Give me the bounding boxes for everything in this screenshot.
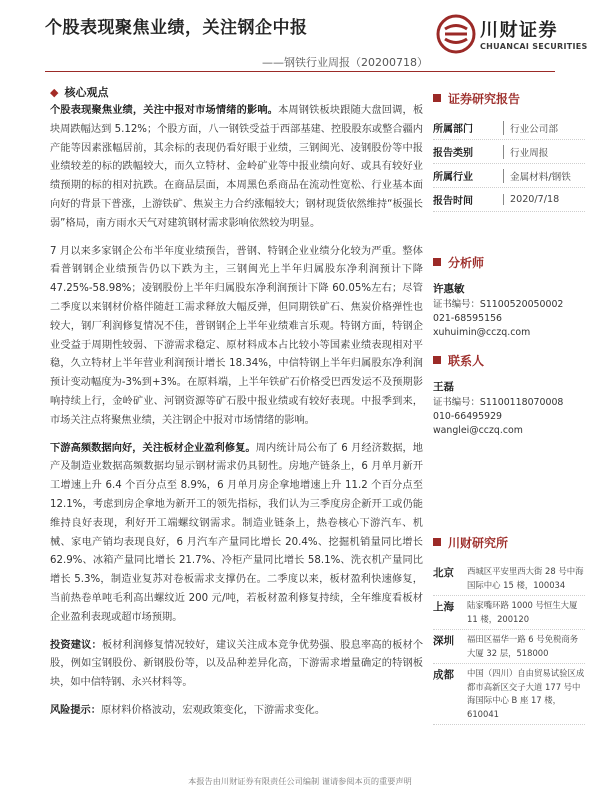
logo-name-cn: 川财证券 — [480, 20, 558, 41]
info-value: 金属材料/钢铁 — [503, 169, 585, 183]
logo-name-en: CHUANCAI SECURITIES — [480, 42, 588, 51]
square-bullet-icon — [433, 538, 441, 546]
info-key: 所属行业 — [433, 172, 473, 183]
header-divider — [45, 71, 555, 72]
office-row — [433, 562, 585, 596]
contact-info — [433, 380, 585, 438]
office-address: 陆家嘴环路 1000 号恒生大厦 11 楼，200120 — [467, 600, 578, 624]
paragraph-2-body: 7 月以来多家钢企公布半年度业绩预告，普钢、特钢企业业绩分化较为严重。整体看普钢钢企业绩预告仍以下跌为主，三钢闽光上半年归属股东净利润预计下降 47.25%-58.98%；凌钢股份上半年归属股东净利润预计下降 60.05%左右；尽管二季度以来钢材价格伴随赶工需求释放大幅反弹，但同期铁矿石、焦炭价格弹性也较大，钢厂利润修复情况不佳，普钢钢企上半年业绩难言乐观。特钢方面，特钢企业受益于周期性较弱、下游需求稳定、原材料成本占比较小等国素业绩表现相对平稳，久立特材上半年营业利润预计增长 18.34%，中信特钢上半年归属股东净利润预计变动幅度为-3%到+3%。在原料端，上半年铁矿石价格受巴西发运不及预期影响持续上行，金岭矿业、河钢资源等矿石股中报业绩或有较好表现。中报季到来，市场关注点将聚焦业绩，关注钢企中报对市场情绪的影响。 — [50, 245, 423, 426]
analyst-phone: 021-68595156 — [433, 313, 502, 324]
office-city: 成都 — [433, 669, 454, 681]
office-row — [433, 664, 585, 725]
page-footer: 本报告由川财证券有限责任公司编制 谨请参阅本页的重要声明 — [188, 776, 412, 786]
paragraph-3-lead: 下游高频数据向好，关注板材企业盈利修复。 — [50, 442, 256, 454]
contact-email[interactable]: wanglei@cczq.com — [433, 425, 523, 436]
office-row — [433, 596, 585, 630]
contact-heading — [433, 352, 585, 370]
info-row — [433, 164, 585, 188]
risk-warning-body: 原材料价格波动，宏观政策变化，下游需求变化。 — [100, 704, 326, 716]
company-logo — [436, 10, 588, 66]
contact-phone: 010-66495929 — [433, 411, 502, 422]
office-address: 福田区福华一路 6 号免税商务大厦 32 层，518000 — [467, 634, 579, 658]
paragraph-3 — [50, 440, 423, 628]
investment-advice-lead: 投资建议： — [50, 639, 102, 651]
info-key: 报告时间 — [433, 196, 473, 207]
report-header — [0, 0, 600, 82]
paragraph-1-lead: 个股表现聚焦业绩，关注中报对市场情绪的影响。 — [50, 105, 279, 116]
report-subtitle: ——钢铁行业周报（20200718） — [262, 56, 428, 69]
contact-title: 联系人 — [448, 354, 485, 368]
risk-warning — [50, 702, 423, 721]
info-row — [433, 116, 585, 140]
analyst-title: 分析师 — [448, 256, 485, 270]
report-info-table — [433, 116, 585, 212]
institute-heading — [433, 534, 585, 552]
logo-mark-icon — [436, 14, 476, 54]
info-row — [433, 188, 585, 212]
report-info-title: 证券研究报告 — [448, 92, 521, 106]
investment-advice — [50, 637, 423, 693]
contact-name: 王磊 — [433, 381, 454, 393]
office-row — [433, 630, 585, 664]
office-city: 深圳 — [433, 635, 454, 647]
square-bullet-icon — [433, 356, 441, 364]
paragraph-3-body: 周内统计局公布了 6 月经济数据，地产及制造业数据高频数据均显示钢材需求仍具韧性。房地产链条上，6 月单月新开工增速上升 6.4 个百分点至 8.9%，6 月单月房企拿地增速上升 11.2 个百分点至 12.1%，考虑到房企拿地为新开工的领先指标，我们认为三季度房企新开工或仍能维持良好表现，利好开工端螺纹钢需求。制造业链条上，热卷核心下游汽车、机械、家电产销均表现良好，6 月汽车产量同比增长 20.4%、挖掘机销量同比增长 62.9%、冰箱产量同比增长 21.7%、冷柜产量同比增长 58.1%、洗衣机产量同比增长 5.3%，制造业复苏对卷板需求支撑仍在。二季度以来，板材盈利快速修复，当前热卷单吨毛利高出螺纹近 200 元/吨，若板材盈利修复持续，全年维度看板材企业盈利表现或超市场预期。 — [50, 442, 423, 623]
analyst-name: 许惠敏 — [433, 283, 465, 295]
core-views-heading — [50, 84, 108, 100]
office-city: 上海 — [433, 601, 454, 613]
investment-advice-body: 板材利润修复情况较好，建议关注成本竞争优势强、股息率高的板材个股，例如宝钢股份、新钢股份等，以及品种差异化高，下游需求增量确定的特钢板块，如中信特钢、永兴材料等。 — [50, 639, 424, 689]
analyst-heading — [433, 254, 585, 272]
core-views-label: 核心观点 — [64, 86, 109, 99]
paragraph-2 — [50, 243, 423, 431]
square-bullet-icon — [433, 258, 441, 266]
diamond-icon: ◆ — [50, 86, 59, 99]
contact-cert: 证书编号：S1100118070008 — [433, 397, 564, 408]
info-value: 行业公司部 — [503, 121, 585, 135]
paragraph-1-body: 本周钢铁板块跟随大盘回调，板块周跌幅达到 5.12%；个股方面，八一钢铁受益于西部基建、控股股东或整合疆内产能等因素涨幅居前，其余标的表现仍看好眼于业绩，三钢闽光、凌钢股份等中报业绩较差的标的跌幅较大，而久立特材、金岭矿业等中报业绩向好、或具有较好业绩预期的标的相对抗跌。在商品层面，本周黑色系商品在流动性宽松、行业基本面向好的背景下普涨，上游铁矿、焦炭主力合约涨幅较大；钢材现货依然维持“板强长弱”格局，南方雨水天气对建筑钢材需求影响依然较为明显。 — [50, 105, 424, 229]
office-address: 西城区平安里西大街 28 号中海国际中心 15 楼，100034 — [467, 566, 584, 590]
info-value: 2020/7/18 — [503, 194, 585, 205]
report-info-heading — [433, 90, 585, 108]
report-title: 个股表现聚焦业绩，关注钢企中报 — [45, 18, 308, 38]
main-content — [50, 102, 423, 730]
risk-warning-lead: 风险提示： — [50, 704, 101, 716]
sidebar — [433, 90, 585, 725]
office-list — [433, 562, 585, 725]
square-bullet-icon — [433, 94, 441, 102]
paragraph-1 — [50, 102, 423, 234]
analyst-info — [433, 282, 585, 340]
analyst-email[interactable]: xuhuimin@cczq.com — [433, 327, 531, 338]
info-value: 行业周报 — [503, 145, 585, 159]
office-address: 中国（四川）自由贸易试验区成都市高新区交子大道 177 号中海国际中心 B 座 17 楼，610041 — [467, 668, 585, 719]
analyst-cert: 证书编号：S1100520050002 — [433, 299, 564, 310]
institute-title: 川财研究所 — [448, 536, 509, 550]
office-city: 北京 — [433, 567, 454, 579]
info-key: 所属部门 — [433, 124, 473, 135]
info-row — [433, 140, 585, 164]
info-key: 报告类别 — [433, 148, 473, 159]
